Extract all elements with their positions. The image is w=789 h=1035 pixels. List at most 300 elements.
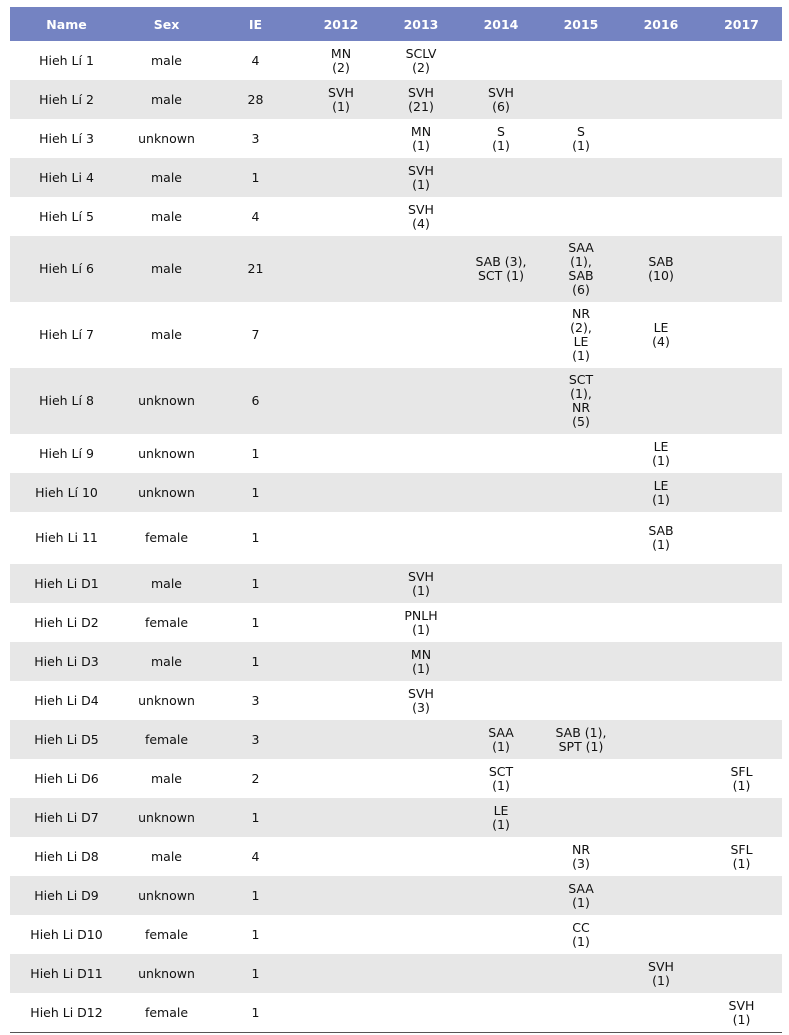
cell-2017 [701, 197, 782, 236]
table-row [10, 993, 782, 1033]
cell-sex: male [123, 236, 210, 302]
cell-line: (1) [732, 855, 751, 871]
cell-2015 [541, 434, 621, 473]
cell-2012 [301, 564, 381, 603]
cell-2014 [461, 876, 541, 915]
cell-2012 [301, 681, 381, 720]
cell-2016 [621, 41, 701, 80]
cell-2016 [621, 80, 701, 119]
cell-sex: unknown [123, 368, 210, 434]
cell-ie: 2 [251, 770, 260, 786]
observation-table [10, 7, 782, 1033]
cell-2016 [621, 236, 701, 302]
cell-2016 [621, 798, 701, 837]
cell-ie: 1 [210, 954, 301, 993]
cell-2013 [381, 954, 461, 993]
cell-2017 [701, 837, 782, 876]
cell-line: SAA [568, 880, 594, 896]
cell-2016 [621, 915, 701, 954]
cell-2012 [301, 837, 381, 876]
cell-sex: male [123, 642, 210, 681]
column-header-ie: IE [210, 7, 301, 41]
data-table-container [10, 7, 782, 1033]
cell-sex: male [151, 770, 182, 786]
cell-name: Hieh Lí 8 [10, 368, 123, 434]
cell-line: (1), [570, 386, 592, 401]
cell-line: (4) [652, 334, 670, 349]
cell-name: Hieh Lí 5 [39, 208, 94, 224]
cell-line: SVH [408, 162, 434, 178]
column-header-2013: 2013 [381, 7, 461, 41]
cell-line: SVH [328, 84, 354, 100]
cell-line: (1) [572, 137, 590, 153]
cell-line: LE [573, 334, 589, 349]
cell-line: (1) [572, 894, 590, 910]
cell-line: (1) [412, 137, 430, 153]
table-row [10, 80, 782, 119]
column-header-2014: 2014 [461, 7, 541, 41]
cell-line: (21) [408, 98, 434, 114]
cell-2016 [621, 473, 701, 512]
cell-2013 [381, 368, 461, 434]
cell-2012 [301, 642, 381, 681]
cell-2016 [621, 603, 701, 642]
cell-ie: 7 [251, 327, 260, 342]
cell-2014 [461, 434, 541, 473]
table-row [10, 512, 782, 564]
cell-2014 [461, 798, 541, 837]
cell-line: (1) [652, 972, 670, 988]
cell-2016 [621, 302, 701, 368]
cell-ie: 1 [251, 530, 260, 545]
table-body [10, 41, 782, 1033]
cell-name: Hieh Li 11 [35, 530, 98, 545]
table-row [10, 564, 782, 603]
cell-line: (2) [332, 59, 350, 75]
cell-2014 [461, 41, 541, 80]
cell-line: (3) [572, 855, 590, 871]
cell-name: Hieh Lí 7 [39, 327, 94, 342]
cell-2017 [701, 512, 782, 564]
cell-sex: female [123, 720, 210, 759]
cell-name: Hieh Li D10 [30, 926, 103, 942]
cell-name: Hieh Li D5 [10, 720, 123, 759]
cell-line: (1) [732, 777, 751, 793]
cell-line: MN [410, 646, 432, 662]
cell-line: PNLH [404, 607, 438, 623]
cell-line: (1), [570, 254, 592, 269]
cell-ie: 4 [251, 52, 260, 68]
cell-line: SAB (1), [555, 724, 607, 740]
cell-ie: 3 [210, 720, 301, 759]
cell-2017 [701, 759, 782, 798]
cell-2016 [621, 759, 701, 798]
cell-line: CC [572, 919, 590, 935]
cell-line: SVH [408, 84, 434, 100]
cell-sex: unknown [138, 445, 195, 461]
cell-2015 [541, 798, 621, 837]
cell-2015 [541, 473, 621, 512]
cell-line: (5) [572, 414, 590, 429]
cell-line: (1) [652, 452, 670, 468]
table-row [10, 236, 782, 302]
cell-2013 [381, 512, 461, 564]
cell-2012 [301, 915, 381, 954]
cell-name: Hieh Li D12 [10, 993, 123, 1033]
cell-2012 [301, 236, 381, 302]
cell-sex: male [123, 564, 210, 603]
cell-2013 [381, 41, 461, 80]
cell-name: Hieh Li D7 [10, 798, 123, 837]
cell-line: (6) [572, 282, 590, 297]
cell-name: Hieh Lí 2 [10, 80, 123, 119]
cell-2013 [381, 158, 461, 197]
column-header-sex: Sex [123, 7, 210, 41]
cell-line: SVH [648, 958, 674, 974]
cell-2013 [381, 759, 461, 798]
cell-2012 [301, 197, 381, 236]
cell-2015 [541, 41, 621, 80]
cell-line: SCT [488, 763, 514, 779]
cell-2014 [461, 302, 541, 368]
cell-line: (1) [572, 348, 590, 363]
table-row [10, 158, 782, 197]
cell-line: LE [653, 477, 669, 493]
cell-2017 [701, 80, 782, 119]
cell-2014 [461, 368, 541, 434]
cell-2016 [621, 197, 701, 236]
cell-2012 [301, 993, 381, 1033]
cell-line: (1) [412, 621, 430, 637]
cell-name: Hieh Li D11 [10, 954, 123, 993]
table-row [10, 642, 782, 681]
cell-2013 [381, 434, 461, 473]
cell-2017 [701, 798, 782, 837]
table-row [10, 681, 782, 720]
cell-2016 [621, 720, 701, 759]
table-row [10, 759, 782, 798]
cell-sex: female [144, 530, 189, 545]
cell-2017 [701, 720, 782, 759]
cell-2013 [381, 197, 461, 236]
cell-ie: 1 [210, 158, 301, 197]
column-header-2016: 2016 [621, 7, 701, 41]
table-row [10, 368, 782, 434]
cell-line: (2), [570, 320, 592, 335]
cell-2016 [621, 642, 701, 681]
cell-2014 [461, 473, 541, 512]
cell-2014 [461, 512, 541, 564]
cell-sex: unknown [138, 130, 195, 146]
cell-2015 [541, 642, 621, 681]
cell-2015 [541, 197, 621, 236]
cell-2014 [461, 197, 541, 236]
cell-2013 [381, 302, 461, 368]
table-row [10, 876, 782, 915]
cell-2015 [541, 119, 621, 158]
cell-2014 [461, 119, 541, 158]
cell-2017 [701, 302, 782, 368]
cell-2015 [541, 915, 621, 954]
cell-line: SAB [648, 254, 674, 269]
cell-2017 [701, 915, 782, 954]
cell-line: (1) [652, 537, 670, 552]
cell-2016 [621, 954, 701, 993]
cell-sex: unknown [138, 692, 195, 708]
cell-2016 [621, 158, 701, 197]
cell-2013 [381, 876, 461, 915]
cell-ie: 1 [251, 445, 260, 461]
cell-name: Hieh Li D4 [34, 692, 99, 708]
cell-2014 [461, 720, 541, 759]
cell-line: LE [653, 438, 669, 454]
cell-2012 [301, 434, 381, 473]
cell-2015 [541, 236, 621, 302]
cell-sex: male [123, 158, 210, 197]
cell-2012 [301, 512, 381, 564]
table-row [10, 798, 782, 837]
column-header-name: Name [10, 7, 123, 41]
cell-ie: 1 [210, 564, 301, 603]
cell-name: Hieh Lí 6 [10, 236, 123, 302]
cell-line: SVH [408, 201, 434, 217]
cell-2015 [541, 681, 621, 720]
cell-sex: male [123, 80, 210, 119]
cell-2016 [621, 681, 701, 720]
cell-2016 [621, 876, 701, 915]
cell-2014 [461, 993, 541, 1033]
cell-2012 [301, 80, 381, 119]
cell-2017 [701, 954, 782, 993]
cell-2017 [701, 993, 782, 1033]
cell-2012 [301, 603, 381, 642]
cell-2017 [701, 603, 782, 642]
cell-2016 [621, 434, 701, 473]
cell-line: SVH [488, 84, 514, 100]
table-row [10, 603, 782, 642]
cell-2014 [461, 80, 541, 119]
cell-line: SFL [730, 841, 753, 857]
cell-line: (1) [492, 137, 510, 153]
cell-ie: 6 [210, 368, 301, 434]
column-header-2015: 2015 [541, 7, 621, 41]
cell-2016 [621, 837, 701, 876]
cell-name: Hieh Li D9 [10, 876, 123, 915]
cell-2012 [301, 158, 381, 197]
cell-sex: unknown [123, 798, 210, 837]
cell-2017 [701, 236, 782, 302]
table-header [10, 7, 782, 41]
cell-line: (1) [412, 660, 430, 676]
cell-2013 [381, 564, 461, 603]
column-header-2017: 2017 [701, 7, 782, 41]
column-header-2012: 2012 [301, 7, 381, 41]
cell-2017 [701, 368, 782, 434]
cell-2013 [381, 720, 461, 759]
cell-line: (1) [492, 816, 510, 832]
cell-line: NR [571, 841, 591, 857]
cell-2016 [621, 512, 701, 564]
cell-ie: 3 [251, 692, 260, 708]
cell-line: MN [410, 123, 432, 139]
cell-2012 [301, 368, 381, 434]
cell-sex: male [151, 848, 182, 864]
cell-line: SFL [730, 763, 753, 779]
cell-2016 [621, 368, 701, 434]
cell-2017 [701, 681, 782, 720]
cell-2012 [301, 759, 381, 798]
cell-2015 [541, 368, 621, 434]
cell-2013 [381, 80, 461, 119]
cell-2014 [461, 954, 541, 993]
cell-sex: male [151, 52, 182, 68]
cell-line: NR [571, 306, 591, 321]
cell-2013 [381, 236, 461, 302]
table-row [10, 119, 782, 158]
cell-2016 [621, 993, 701, 1033]
cell-2014 [461, 603, 541, 642]
cell-2015 [541, 720, 621, 759]
cell-2016 [621, 119, 701, 158]
cell-sex: unknown [123, 954, 210, 993]
cell-name: Hieh Li D6 [34, 770, 99, 786]
cell-line: (1) [492, 738, 510, 754]
cell-line: (1) [572, 933, 590, 949]
cell-sex: unknown [123, 876, 210, 915]
cell-2014 [461, 236, 541, 302]
cell-ie: 21 [210, 236, 301, 302]
cell-line: (2) [412, 59, 430, 75]
cell-2015 [541, 512, 621, 564]
cell-2014 [461, 681, 541, 720]
cell-ie: 1 [210, 642, 301, 681]
cell-2012 [301, 119, 381, 158]
cell-2012 [301, 954, 381, 993]
cell-ie: 4 [251, 848, 260, 864]
cell-line: SCT [568, 372, 594, 387]
cell-line: SAB [648, 523, 674, 538]
cell-line: SVH [408, 685, 434, 701]
cell-line: (1) [652, 491, 670, 507]
cell-2013 [381, 603, 461, 642]
cell-line: (1) [332, 98, 350, 114]
cell-sex: male [151, 208, 182, 224]
cell-ie: 4 [251, 208, 260, 224]
cell-2014 [461, 915, 541, 954]
cell-line: (6) [492, 98, 510, 114]
cell-line: (4) [412, 215, 430, 231]
cell-ie: 1 [210, 876, 301, 915]
cell-2012 [301, 473, 381, 512]
cell-2015 [541, 759, 621, 798]
cell-2015 [541, 564, 621, 603]
table-row [10, 434, 782, 473]
cell-line: SPT (1) [558, 738, 604, 754]
cell-2015 [541, 158, 621, 197]
cell-2014 [461, 642, 541, 681]
cell-2014 [461, 837, 541, 876]
cell-name: Hieh Li D3 [10, 642, 123, 681]
cell-line: MN [330, 45, 352, 61]
cell-name: Hieh Lí 1 [39, 52, 94, 68]
cell-2015 [541, 993, 621, 1033]
cell-sex: unknown [123, 473, 210, 512]
cell-name: Hieh Li D2 [34, 614, 99, 630]
cell-line: NR [571, 400, 591, 415]
table-row [10, 720, 782, 759]
table-row [10, 954, 782, 993]
cell-line: (1) [412, 176, 430, 192]
cell-line: SAA [488, 724, 514, 740]
cell-ie: 3 [251, 130, 260, 146]
cell-ie: 1 [210, 993, 301, 1033]
table-row [10, 302, 782, 368]
cell-line: LE [653, 320, 669, 335]
cell-line: (3) [412, 699, 430, 715]
cell-line: SAB [568, 268, 594, 283]
cell-2015 [541, 876, 621, 915]
cell-line: SCLV [405, 45, 437, 61]
cell-2014 [461, 158, 541, 197]
cell-2017 [701, 119, 782, 158]
cell-2015 [541, 302, 621, 368]
cell-line: S [497, 123, 505, 139]
cell-line: (10) [648, 268, 674, 283]
cell-line: SVH [408, 568, 434, 584]
header-row [10, 7, 782, 41]
cell-name: Hieh Lí 9 [39, 445, 94, 461]
cell-2013 [381, 642, 461, 681]
cell-2013 [381, 993, 461, 1033]
cell-line: SCT (1) [478, 268, 524, 283]
cell-sex: female [144, 614, 189, 630]
cell-2016 [621, 564, 701, 603]
cell-2012 [301, 41, 381, 80]
cell-2015 [541, 837, 621, 876]
cell-line: SVH [728, 997, 755, 1013]
cell-sex: female [144, 926, 189, 942]
cell-sex: female [123, 993, 210, 1033]
cell-2017 [701, 434, 782, 473]
cell-name: Hieh Li 4 [10, 158, 123, 197]
cell-line: SAA [568, 240, 594, 255]
cell-name: Hieh Lí 3 [39, 130, 94, 146]
cell-2017 [701, 876, 782, 915]
cell-line: S [577, 123, 585, 139]
cell-2013 [381, 119, 461, 158]
cell-2017 [701, 642, 782, 681]
cell-name: Hieh Li D1 [10, 564, 123, 603]
cell-2012 [301, 798, 381, 837]
cell-2017 [701, 158, 782, 197]
cell-2013 [381, 837, 461, 876]
cell-name: Hieh Lí 10 [10, 473, 123, 512]
table-row [10, 837, 782, 876]
table-row [10, 473, 782, 512]
cell-2014 [461, 759, 541, 798]
cell-2013 [381, 915, 461, 954]
cell-line: (1) [732, 1011, 751, 1027]
cell-ie: 1 [251, 614, 260, 630]
cell-name: Hieh Li D8 [34, 848, 99, 864]
cell-ie: 28 [210, 80, 301, 119]
cell-2015 [541, 80, 621, 119]
cell-ie: 1 [210, 798, 301, 837]
cell-2015 [541, 954, 621, 993]
cell-2013 [381, 798, 461, 837]
cell-2013 [381, 681, 461, 720]
cell-2012 [301, 876, 381, 915]
